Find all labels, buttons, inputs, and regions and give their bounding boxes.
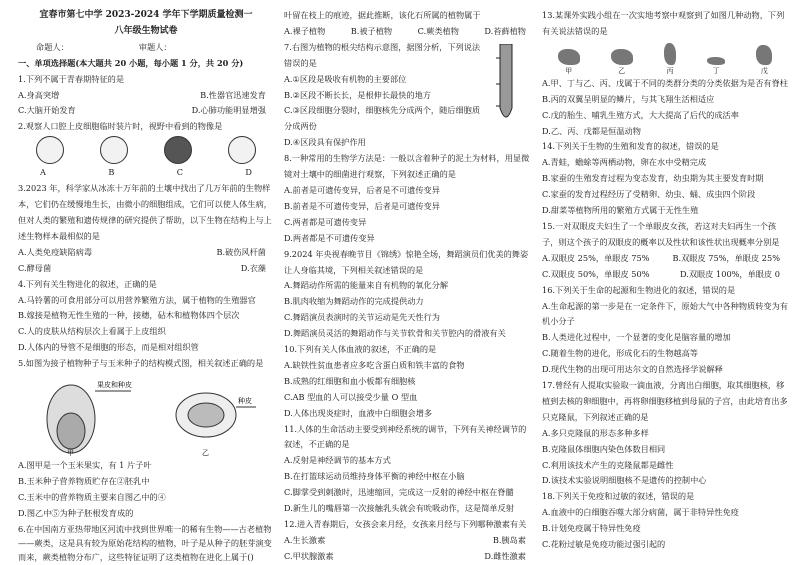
option-line: C.戊的胎生、哺乳生殖方式，大大提高了后代的成活率 xyxy=(542,109,739,120)
option-line: B.在打篮球运动员维持身体平衡的神经中枢在小脑 xyxy=(284,471,465,482)
option-line: A.马铃薯的可食用部分可以用营养繁殖方法，属于植物的生殖器官 xyxy=(18,294,256,305)
options-row xyxy=(18,88,274,104)
option-line: A.前者是可遗传变异，后者是不可遗传变异 xyxy=(284,184,440,195)
option-line: D.人体出现炎症时，血液中白细胞会增多 xyxy=(284,407,433,418)
option-line: C.舞蹈演员表演时的关节运动是先天性行为 xyxy=(284,312,440,323)
question-block: 8.一种常用的生物学方法是：一般以含着种子的泥土为材料，用显微镜对土壤中的细菌进行观察，下列叙述正确的是 xyxy=(284,153,530,180)
question-line: 18.下列关于免疫和过敏的叙述，错误的是 xyxy=(542,491,695,502)
animal-label: 戊 xyxy=(760,66,768,75)
option: D.双眼皮 100%，单眼皮 0 xyxy=(679,268,780,279)
option-line: C.两者都是可遗传变异 xyxy=(284,216,367,227)
option-line: C.花粉过敏是免疫功能过强引起的 xyxy=(542,539,666,550)
question-line: 1.下列不属于青春期特征的是 xyxy=(18,73,125,84)
option-line: C.随着生物的进化，形成化石的生物越高等 xyxy=(542,348,698,359)
question-line: 16.下列关于生命的起源和生物进化的叙述，错误的是 xyxy=(542,284,736,295)
author-field: 命题人： xyxy=(36,41,69,52)
cell-image xyxy=(228,136,256,164)
option: B.性器官迅速发育 xyxy=(200,89,266,100)
option-line: A.反射是神经调节的基本方式 xyxy=(284,455,391,466)
option: A.身高突增 xyxy=(18,89,60,100)
options-row xyxy=(284,533,534,549)
option-line: D.乙、丙、戊都是恒温动物 xyxy=(542,125,641,136)
cell-image xyxy=(100,136,128,164)
section-heading: 一、单项选择题(本大题共 20 小题，每小题 1 分，共 20 分) xyxy=(18,57,244,68)
animal-bing xyxy=(664,43,676,76)
options-row xyxy=(284,24,534,40)
question-block: 3.2023 年，科学家从冰冻十万年前的土壤中找出了几万年前的生物样本，它们仍在缓慢地生长，由微小的细胞组成，它们可以使人体生病，但对人类的繁殖和遗传规律的研究提供了帮助，以下生物在结构上与上述生物样本最相似的是 xyxy=(18,183,272,241)
option-line: B.家蚕的生殖发育过程为变态发育，幼虫期为其主要发育时期 xyxy=(542,173,764,184)
option-line: C.玉米中的营养物质主要来自图乙中的④ xyxy=(18,491,166,502)
question-block: 11.人体的生命活动主要受到神经系统的调节，下列有关神经调节的叙述，不正确的是 xyxy=(284,423,527,450)
option: B.双眼皮 75%，单眼皮 25% xyxy=(672,252,780,263)
options-row xyxy=(18,103,274,119)
figure-label: D xyxy=(245,167,252,178)
option-line: C.③区段细胞分裂时，细胞核先分成两个，随后细胞质分成两份 xyxy=(284,105,481,132)
option-line: D.两者都是不可遗传变异 xyxy=(284,232,375,243)
option-line: C.脚掌受到刺激时，迅速缩回，完成这一反射的神经中枢在脊髓 xyxy=(284,487,514,498)
option: D.心肺功能明显增强 xyxy=(191,105,266,116)
column-3 xyxy=(542,8,788,553)
question-block: 15.一对双眼皮夫妇生了一个单眼皮女孩，若这对夫妇再生一个孩子，则这个孩子的双眼皮的概率以及性状和该性状出现概率分别是 xyxy=(542,220,780,247)
option: B.胰岛素 xyxy=(492,534,526,545)
option: A.生长激素 xyxy=(284,534,326,545)
option-line: A.青蛙，蟾蜍等两栖动物，卵在水中受精完成 xyxy=(542,157,707,168)
question-line: 14.下列关于生物的生殖和发育的叙述，错误的是 xyxy=(542,141,719,152)
options-row xyxy=(542,251,788,267)
figure-labels xyxy=(18,165,274,181)
reviewer-field: 审题人： xyxy=(138,41,172,52)
option-line: B.肌肉收缩为舞蹈动作的完成提供动力 xyxy=(284,296,424,307)
animal-jia xyxy=(558,49,580,76)
option: C.蕨类植物 xyxy=(417,25,459,36)
option-line: C.家蚕的发育过程经历了受精卵、幼虫、蛹、成虫四个阶段 xyxy=(542,189,756,200)
option-line: B.人类进化过程中，一个显著的变化是脑容量的增加 xyxy=(542,332,731,343)
animal-label: 丁 xyxy=(712,66,720,75)
option-line: D.图乙中⑤为种子胚根发育成的 xyxy=(18,507,134,518)
option-line: C.AB 型血的人可以接受少量 O 型血 xyxy=(284,391,418,402)
option-line: B.嫁接是植物无性生殖的一种，接穗，砧木和植物体四个层次 xyxy=(18,310,240,321)
option-line: B.前者是不可遗传变异，后者是可遗传变异 xyxy=(284,200,440,211)
option: C.甲状腺激素 xyxy=(284,550,334,561)
option: D.衣藻 xyxy=(240,262,266,273)
exam-subtitle: 八年级生物试卷 xyxy=(114,25,178,36)
option-line: A.多只克隆鼠的形态多种多样 xyxy=(542,427,649,438)
cell-image xyxy=(36,136,64,164)
question-block: 13.某课外实践小组在一次实地考察中观察到了如图几种动物，下列有关说法错误的是 xyxy=(542,10,785,36)
cell-figure xyxy=(18,135,274,165)
seed-label: 种皮 xyxy=(237,397,252,406)
figure-label: C xyxy=(176,167,183,178)
question-line: 4.下列有关生物进化的叙述，正确的是 xyxy=(18,278,157,289)
animal-label: 乙 xyxy=(618,66,626,75)
option-line: A.缺铁性贫血患者应多吃含蛋白质和铁丰富的食物 xyxy=(284,359,465,370)
seed-diagram xyxy=(31,373,141,457)
option-line: D.该技术实验说明细胞核不是遗传的控制中心 xyxy=(542,475,707,486)
option-line: D.舞蹈演员灵活的舞蹈动作与关节软骨和关节腔内的滑液有关 xyxy=(284,328,506,339)
option: D.雌性激素 xyxy=(484,550,526,561)
question-block: 17.曾经有人提取实验取一滴血液，分离出白细胞，取其细胞核，移植到去核的卵细胞中，再将卵细胞移植到母鼠的子宫，由此培育出多只克隆鼠，下列叙述正确的是 xyxy=(542,380,788,422)
author-fields xyxy=(18,40,274,56)
question-block: 12.进入青春期后，女孩会来月经，女孩来月经与下列哪种激素有关 xyxy=(284,519,527,529)
animal-label: 丙 xyxy=(666,66,674,75)
option-line: B.克隆鼠体细胞内染色体数目相同 xyxy=(542,443,666,454)
root-tip-diagram xyxy=(494,44,518,126)
option: C.酵母菌 xyxy=(18,262,52,273)
option-line: C.人的皮肤从结构层次上看属于上皮组织 xyxy=(18,326,166,337)
option: B.被子植物 xyxy=(350,25,393,36)
animal-label: 甲 xyxy=(565,66,573,75)
seed-figure xyxy=(18,372,274,458)
option-line: D.甜菜等植物所用的繁殖方式属于无性生殖 xyxy=(542,205,699,216)
question-line: 叶留在枝上的痕迹，据此推断，该化石所属的植物属于 xyxy=(284,10,481,20)
option-line: A.生命起源的第一步是在一定条件下，原始大气中各种物质转变为有机小分子 xyxy=(542,300,788,327)
option-line: B.成熟的红细胞和血小板都有细胞核 xyxy=(284,375,416,386)
option-line: D.新生儿的嘴唇第一次接触乳头就会有吮吸动作，这是简单反射 xyxy=(284,503,514,514)
option-line: A.血液中的白细胞吞噬大部分病菌，属于非特异性免疫 xyxy=(542,507,739,518)
column-2 xyxy=(284,8,534,565)
question-block: 7.右图为植物的根尖结构示意图，据图分析，下列说法错误的是 xyxy=(284,41,481,68)
column-1 xyxy=(18,8,274,564)
option-line: B.丙的双翼呈明显的鳞片，与其飞翔生活相适应 xyxy=(542,93,715,104)
options-row xyxy=(542,267,788,283)
option-line: A.①区段是吸收有机物的主要部位 xyxy=(284,73,407,84)
animal-wu xyxy=(756,45,772,76)
seed-label: 果皮和种皮 xyxy=(96,381,132,390)
option: C.大脑开始发育 xyxy=(18,105,76,116)
options-row xyxy=(18,245,274,261)
option-line: B.玉米种子营养物质贮存在②胚乳中 xyxy=(18,475,150,486)
seed-label: 乙 xyxy=(201,449,209,458)
option-line: C.利用该技术产生的克隆鼠都是雌性 xyxy=(542,459,674,470)
seed-label: 甲 xyxy=(66,449,74,458)
option-line: A.图甲是一个玉米果实，有 1 片子叶 xyxy=(18,460,152,471)
option: A.双眼皮 25%，单眼皮 75% xyxy=(542,252,650,263)
option-line: D.现代生物的出现可用达尔文的自然选择学说解释 xyxy=(542,364,723,375)
animal-figure xyxy=(542,40,788,76)
cell-image xyxy=(164,136,192,164)
question-block: 5.如图为接子植物种子与玉米种子的结构模式图，相关叙述正确的是 xyxy=(18,358,264,369)
question-block: 9.2024 年央视春晚节目《锦绣》惊艳全场，舞蹈演员们优美的舞姿让人身临其境，下列相关叙述错误的是 xyxy=(284,248,529,275)
option-line: A.舞蹈动作所需的能量来自有机物的氧化分解 xyxy=(284,280,449,291)
question-line: 2.观察人口腔上皮细胞临时装片时，视野中看到的物像是 xyxy=(18,121,223,132)
option: C.双眼皮 50%，单眼皮 50% xyxy=(542,268,650,279)
animal-ding xyxy=(707,57,725,76)
options-row xyxy=(18,261,274,277)
exam-title: 宜春市第七中学 2023-2024 学年下学期质量检测一 xyxy=(39,10,253,20)
question-block: 6.在中国南方亚热带地区河流中找到世界唯一的稀有生物——古老植物——蕨类，这是具有较为原始花结构的植物，叶子是从种子的胚芽演变而来，蕨类植物分布广，这些特征证明了这类植物在进化上属于() xyxy=(18,523,272,562)
option: B.破伤风杆菌 xyxy=(216,246,266,257)
bean-diagram xyxy=(166,373,262,457)
question-line: 10.下列有关人体血液的叙述，不正确的是 xyxy=(284,344,437,355)
option: A.人类免疫缺陷病毒 xyxy=(18,246,93,257)
option: D.苔藓植物 xyxy=(484,25,526,36)
figure-label: A xyxy=(40,167,46,178)
option: A.裸子植物 xyxy=(284,25,326,36)
animal-yi xyxy=(611,49,633,76)
options-row xyxy=(284,549,534,565)
figure-label: B xyxy=(108,167,115,178)
option-line: B.计划免疫属于特异性免疫 xyxy=(542,523,641,534)
option-line: D.人体内的导管不是细胞的形态，而是相对组织管 xyxy=(18,342,199,353)
option-line: A.甲、丁与乙、丙、戊属于不同的类群分类的分类依据为是否有脊柱 xyxy=(542,77,788,88)
option-line: D.④区段具有保护作用 xyxy=(284,137,366,148)
option-line: B.②区段不断长长，是根伸长最快的地方 xyxy=(284,89,431,100)
